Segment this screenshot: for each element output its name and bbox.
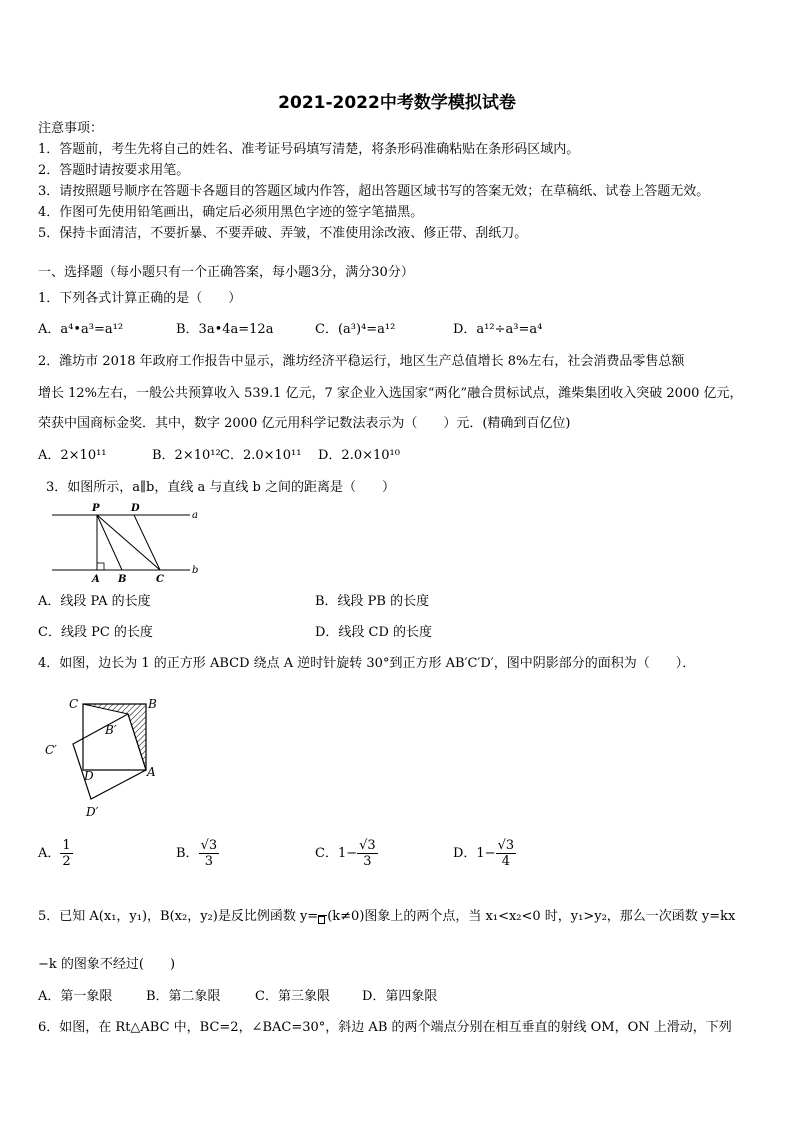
- q4-stem: 4．如图，边长为 1 的正方形 ABCD 绕点 A 逆时针旋转 30°到正方形 AB′C′D′，图中阴影部分的面积为（ ）．: [38, 656, 696, 671]
- label-B: B: [148, 697, 157, 711]
- q3-figure: [52, 500, 202, 585]
- label-b: b: [192, 565, 199, 576]
- label-a: a: [192, 510, 198, 521]
- notice-item: 4．作图可先使用铅笔画出，确定后必须用黑色字迹的签字笔描黑。: [38, 205, 424, 220]
- q4-option-d-label: D．1−: [453, 846, 496, 861]
- label-P: P: [92, 503, 100, 514]
- page-title: 2021-2022中考数学模拟试卷: [278, 93, 516, 113]
- q1-stem: 1．下列各式计算正确的是（ ）: [38, 291, 242, 306]
- q5-line-1: 5．已知 A(x₁，y₁)，B(x₂，y₂)是反比例函数 y= (k≠0)图象上的两个点，当 x₁<x₂<0 时，y₁>y₂，那么一次函数 y=kx: [38, 909, 736, 924]
- notice-item: 5．保持卡面清洁，不要折暴、不要弄破、弄皱，不准使用涂改液、修正带、刮纸刀。: [38, 226, 528, 241]
- notice-item: 3．请按照题号顺序在答题卡各题目的答题区域内作答，超出答题区域书写的答案无效；在草稿纸、试卷上答题无效。: [38, 184, 710, 199]
- fraction-placeholder: [318, 909, 327, 924]
- notice-item: 1．答题前，考生先将自己的姓名、准考证号码填写清楚，将条形码准确粘贴在条形码区域内。: [38, 142, 580, 157]
- q4-figure: [40, 692, 180, 822]
- label-C: C: [156, 574, 164, 585]
- q2-option-b: B．2×10¹²: [152, 448, 221, 463]
- q4-option-a-label: A．: [38, 846, 61, 861]
- q2-line-1: 2．潍坊市 2018 年政府工作报告中显示，潍坊经济平稳运行，地区生产总值增长 8%左右，社会消费品零售总额: [38, 354, 685, 369]
- label-C: C: [69, 697, 79, 711]
- fraction: $\frac{√3}{4}$: [497, 838, 515, 869]
- q3-option-d: D．线段 CD 的长度: [315, 625, 433, 640]
- label-Dp: D′: [86, 805, 99, 819]
- q5-line-2: −k 的图象不经过( ): [38, 957, 176, 972]
- label-A: A: [92, 574, 100, 585]
- q4-option-c-label: C．1−: [315, 846, 358, 861]
- label-A: A: [147, 765, 156, 779]
- label-Cp: C′: [45, 743, 57, 757]
- q4-option-b: [176, 838, 219, 869]
- label-D: D: [131, 503, 140, 514]
- q2-option-a: A．2×10¹¹: [38, 448, 107, 463]
- q1-option-a: A．a⁴•a³=a¹²: [38, 322, 124, 337]
- notice-heading: 注意事项：: [38, 121, 104, 136]
- q6-line-1: 6．如图，在 Rt△ABC 中，BC=2，∠BAC=30°，斜边 AB 的两个端点分别在相互垂直的射线 OM，ON 上滑动，下列: [38, 1020, 732, 1035]
- fraction: $\frac{1}{2}$: [62, 838, 71, 869]
- q5-option-c: C．第三象限: [255, 989, 330, 1004]
- q4-option-c: [315, 838, 378, 869]
- q1-option-c: C．(a³)⁴=a¹²: [315, 322, 396, 337]
- q3-option-a: A．线段 PA 的长度: [38, 594, 151, 609]
- q3-stem: 3．如图所示，a∥b，直线 a 与直线 b 之间的距离是（ ）: [46, 480, 395, 495]
- q4-option-b-label: B．: [176, 846, 199, 861]
- label-B: B: [118, 574, 127, 585]
- q5-option-b: B．第二象限: [146, 989, 221, 1004]
- q2-line-3: 荣获中国商标金奖．其中，数字 2000 亿元用科学记数法表示为（ ）元．(精确到百亿位): [38, 416, 571, 431]
- q5-option-d: D．第四象限: [362, 989, 438, 1004]
- label-Bp: B′: [105, 723, 117, 737]
- fraction: $\frac{√3}{3}$: [359, 838, 376, 869]
- q3-option-b: B．线段 PB 的长度: [315, 594, 430, 609]
- q5-option-a: A．第一象限: [38, 989, 113, 1004]
- q4-option-d: [453, 838, 516, 869]
- q1-option-b: B．3a•4a=12a: [176, 322, 274, 337]
- q1-option-d: D．a¹²÷a³=a⁴: [453, 322, 543, 337]
- q4-option-a: [38, 838, 73, 869]
- notice-item: 2．答题时请按要求用笔。: [38, 163, 190, 178]
- section-heading: 一、选择题（每小题只有一个正确答案，每小题3分，满分30分）: [38, 265, 414, 280]
- q2-line-2: 增长 12%左右，一般公共预算收入 539.1 亿元，7 家企业入选国家“两化”融合贯标试点，潍柴集团收入突破 2000 亿元，: [38, 386, 743, 401]
- fraction: $\frac{√3}{3}$: [200, 838, 218, 869]
- q2-option-d: D．2.0×10¹⁰: [318, 448, 400, 463]
- q2-option-c: C．2.0×10¹¹: [220, 448, 302, 463]
- label-D: D: [84, 769, 94, 783]
- q3-option-c: C．线段 PC 的长度: [38, 625, 153, 640]
